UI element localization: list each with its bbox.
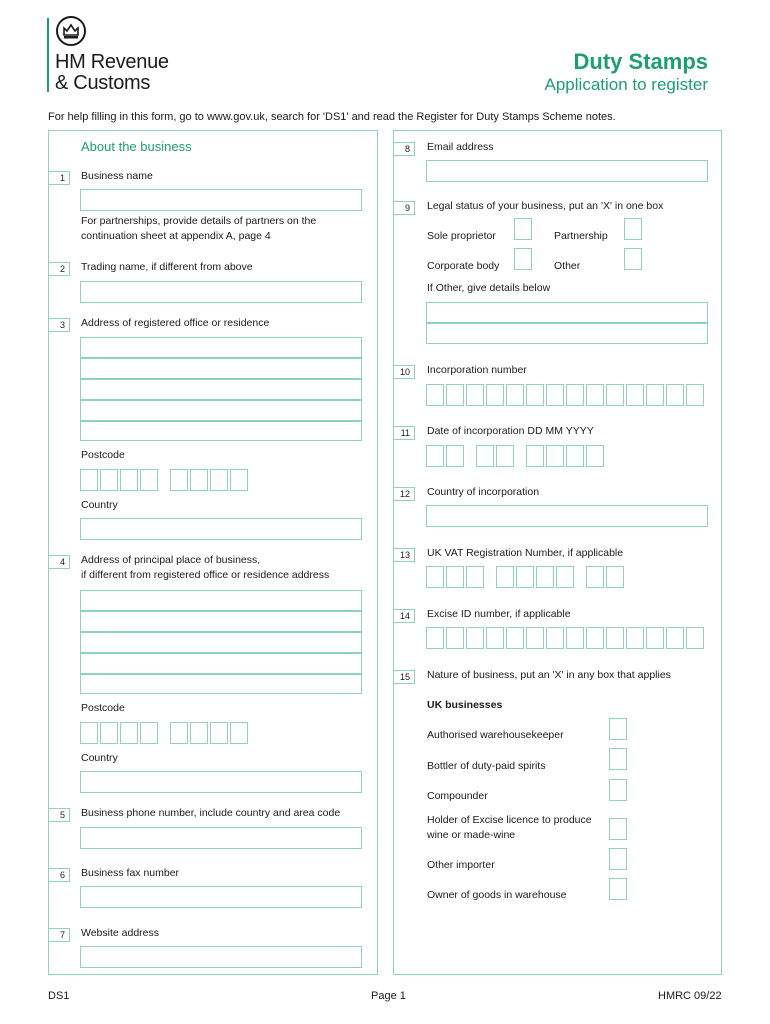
business-name-label: Business name [81, 170, 153, 182]
digit-box[interactable] [426, 384, 444, 406]
digit-box[interactable] [100, 469, 118, 491]
country-label: Country [81, 499, 118, 511]
digit-box[interactable] [586, 566, 604, 588]
principal-address-line-5-input[interactable] [80, 674, 362, 694]
partnership-checkbox[interactable] [624, 218, 642, 240]
digit-box[interactable] [486, 384, 504, 406]
authorised-warehousekeeper-label: Authorised warehousekeeper [427, 729, 564, 741]
compounder-checkbox[interactable] [609, 779, 627, 801]
other-label: Other [554, 260, 581, 272]
address-line-3-input[interactable] [80, 379, 362, 400]
incorporation-number-label: Incorporation number [427, 364, 527, 376]
digit-box[interactable] [626, 627, 644, 649]
question-number: 15 [393, 670, 415, 684]
principal-address-line-2-input[interactable] [80, 611, 362, 632]
bottler-checkbox[interactable] [609, 748, 627, 770]
question-number: 12 [393, 487, 415, 501]
country-label: Country [81, 752, 118, 764]
trading-name-label: Trading name, if different from above [81, 261, 253, 273]
country-of-incorporation-label: Country of incorporation [427, 486, 540, 498]
principal-address-label: Address of principal place of business, if different from registered office or residence address [81, 554, 330, 581]
date-of-incorporation-label: Date of incorporation DD MM YYYY [427, 425, 594, 437]
digit-box[interactable] [556, 566, 574, 588]
question-number: 10 [393, 365, 415, 379]
principal-address-line-4-input[interactable] [80, 653, 362, 674]
section-title: About the business [81, 139, 192, 154]
authorised-warehousekeeper-checkbox[interactable] [609, 718, 627, 740]
digit-box[interactable] [496, 566, 514, 588]
form-code: DS1 [48, 990, 70, 1002]
digit-box[interactable] [446, 566, 464, 588]
form-version: HMRC 09/22 [658, 990, 722, 1002]
digit-box[interactable] [230, 469, 248, 491]
postcode-label: Postcode [81, 702, 125, 714]
digit-box[interactable] [120, 722, 138, 744]
question-number: 4 [48, 555, 70, 569]
digit-box[interactable] [190, 722, 208, 744]
digit-box[interactable] [486, 627, 504, 649]
digit-box[interactable] [190, 469, 208, 491]
digit-box[interactable] [666, 384, 684, 406]
question-number: 7 [48, 928, 70, 942]
excise-id-label: Excise ID number, if applicable [427, 608, 571, 620]
digit-box[interactable] [586, 445, 604, 467]
digit-box[interactable] [496, 445, 514, 467]
address-line-4-input[interactable] [80, 400, 362, 421]
fax-input[interactable] [80, 886, 362, 908]
address-line-5-input[interactable] [80, 421, 362, 441]
digit-box[interactable] [100, 722, 118, 744]
question-number: 2 [48, 262, 70, 276]
digit-box[interactable] [446, 445, 464, 467]
digit-box[interactable] [626, 384, 644, 406]
vat-number-label: UK VAT Registration Number, if applicable [427, 547, 624, 559]
phone-input[interactable] [80, 827, 362, 849]
digit-box[interactable] [606, 384, 624, 406]
digit-box[interactable] [606, 566, 624, 588]
other-importer-checkbox[interactable] [609, 848, 627, 870]
digit-box[interactable] [426, 445, 444, 467]
business-name-input[interactable] [80, 189, 362, 211]
sole-proprietor-checkbox[interactable] [514, 218, 532, 240]
crown-crest-icon [56, 16, 86, 46]
excise-licence-holder-checkbox[interactable] [609, 818, 627, 840]
digit-box[interactable] [426, 627, 444, 649]
bottler-label: Bottler of duty-paid spirits [427, 760, 546, 772]
digit-box[interactable] [426, 566, 444, 588]
digit-box[interactable] [506, 627, 524, 649]
org-name: HM Revenue & Customs [55, 51, 169, 94]
email-label: Email address [427, 141, 494, 153]
help-text: For help filling in this form, go to www.gov.uk, search for 'DS1' and read the Register for Duty Stamps Scheme notes. [48, 111, 616, 123]
other-importer-label: Other importer [427, 859, 495, 871]
website-input[interactable] [80, 946, 362, 968]
question-number: 3 [48, 318, 70, 332]
legal-status-label: Legal status of your business, put an 'X' in one box [427, 200, 664, 212]
digit-box[interactable] [446, 384, 464, 406]
corporate-body-label: Corporate body [427, 260, 500, 272]
digit-box[interactable] [230, 722, 248, 744]
trading-name-input[interactable] [80, 281, 362, 303]
digit-box[interactable] [466, 566, 484, 588]
other-details-line-1-input[interactable] [426, 302, 708, 323]
digit-box[interactable] [566, 384, 584, 406]
partnership-note: For partnerships, provide details of partners on the continuation sheet at appendix A, page 4 [81, 215, 317, 242]
digit-box[interactable] [646, 627, 664, 649]
nature-of-business-label: Nature of business, put an 'X' in any box that applies [427, 669, 671, 681]
question-number: 13 [393, 548, 415, 562]
other-note: If Other, give details below [427, 282, 551, 294]
partnership-label: Partnership [554, 230, 608, 242]
question-number: 1 [48, 171, 70, 185]
principal-address-line-1-input[interactable] [80, 590, 362, 611]
digit-box[interactable] [666, 627, 684, 649]
digit-box[interactable] [646, 384, 664, 406]
digit-box[interactable] [606, 627, 624, 649]
question-number: 6 [48, 868, 70, 882]
country-of-incorporation-input[interactable] [426, 505, 708, 527]
phone-label: Business phone number, include country and area code [81, 807, 341, 819]
digit-box[interactable] [566, 445, 584, 467]
question-number: 11 [393, 426, 415, 440]
digit-box[interactable] [586, 384, 604, 406]
corporate-body-checkbox[interactable] [514, 248, 532, 270]
digit-box[interactable] [566, 627, 584, 649]
digit-box[interactable] [586, 627, 604, 649]
logo-bar [47, 18, 49, 92]
digit-box[interactable] [140, 722, 158, 744]
digit-box[interactable] [446, 627, 464, 649]
digit-box[interactable] [476, 445, 494, 467]
digit-box[interactable] [140, 469, 158, 491]
compounder-label: Compounder [427, 790, 488, 802]
digit-box[interactable] [546, 627, 564, 649]
digit-box[interactable] [536, 566, 554, 588]
excise-licence-holder-label: Holder of Excise licence to produce wine or made-wine [427, 814, 592, 841]
digit-box[interactable] [170, 722, 188, 744]
question-number: 8 [393, 142, 415, 156]
digit-box[interactable] [526, 384, 544, 406]
address-line-1-input[interactable] [80, 337, 362, 358]
digit-box[interactable] [546, 445, 564, 467]
page-number: Page 1 [371, 990, 406, 1002]
postcode-label: Postcode [81, 449, 125, 461]
principal-country-input[interactable] [80, 771, 362, 793]
country-input[interactable] [80, 518, 362, 540]
question-number: 5 [48, 808, 70, 822]
sole-proprietor-label: Sole proprietor [427, 230, 496, 242]
owner-of-goods-checkbox[interactable] [609, 878, 627, 900]
digit-box[interactable] [80, 469, 98, 491]
address-line-2-input[interactable] [80, 358, 362, 379]
page-subtitle: Application to register [544, 75, 708, 94]
digit-box[interactable] [210, 722, 228, 744]
digit-box[interactable] [466, 384, 484, 406]
digit-box[interactable] [466, 627, 484, 649]
digit-box[interactable] [170, 469, 188, 491]
digit-box[interactable] [506, 384, 524, 406]
digit-box[interactable] [686, 384, 704, 406]
other-checkbox[interactable] [624, 248, 642, 270]
digit-box[interactable] [546, 384, 564, 406]
fax-label: Business fax number [81, 867, 180, 879]
digit-box[interactable] [526, 627, 544, 649]
other-details-line-2-input[interactable] [426, 323, 708, 344]
digit-box[interactable] [120, 469, 138, 491]
digit-box[interactable] [210, 469, 228, 491]
owner-of-goods-label: Owner of goods in warehouse [427, 889, 567, 901]
digit-box[interactable] [686, 627, 704, 649]
uk-businesses-heading: UK businesses [427, 699, 503, 711]
question-number: 14 [393, 609, 415, 623]
digit-box[interactable] [516, 566, 534, 588]
email-input[interactable] [426, 160, 708, 182]
digit-box[interactable] [80, 722, 98, 744]
principal-address-line-3-input[interactable] [80, 632, 362, 653]
question-number: 9 [393, 201, 415, 215]
page-title: Duty Stamps [573, 49, 708, 74]
address-label: Address of registered office or residence [81, 317, 270, 329]
website-label: Website address [81, 927, 160, 939]
digit-box[interactable] [526, 445, 544, 467]
